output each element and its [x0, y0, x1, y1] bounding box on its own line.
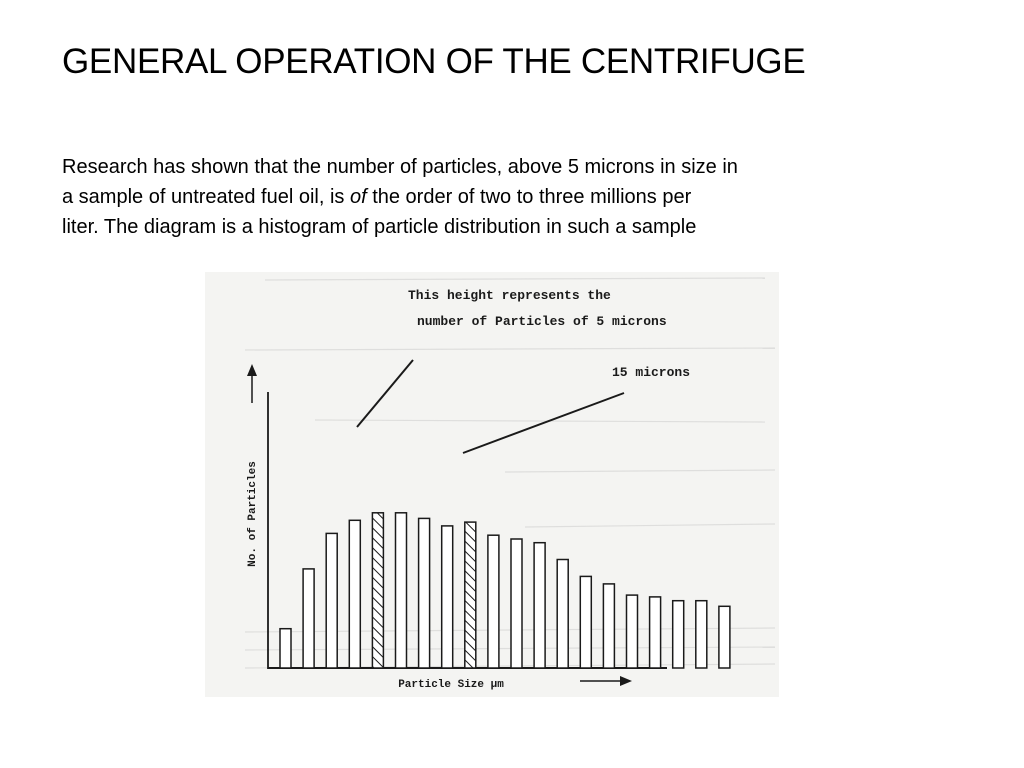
y-axis-label: No. of Particles [247, 461, 259, 567]
body-paragraph [62, 152, 962, 242]
histogram-bar-11 [511, 539, 522, 668]
paragraph-line-2-start: a sample of untreated fuel oil, is [62, 186, 350, 208]
histogram-bar-4 [349, 520, 360, 668]
annotation-15-micron: 15 microns [612, 365, 691, 380]
x-axis-label: Particle Size µm [398, 679, 504, 691]
annotation-5-micron-line2: number of Particles of 5 microns [417, 314, 667, 329]
annotation-15-micron-pointer [463, 393, 624, 453]
paragraph-line-1: Research has shown that the number of particles, above 5 microns in size in [62, 156, 738, 178]
histogram-bar-19 [696, 601, 707, 668]
histogram-bar-14 [580, 576, 591, 668]
histogram-bar-9-hatched [465, 522, 476, 668]
histogram-figure [205, 272, 779, 697]
histogram-bar-16 [627, 595, 638, 668]
histogram-bar-18 [673, 601, 684, 668]
histogram-bar-7 [419, 518, 430, 668]
x-axis-arrow-head [620, 676, 632, 686]
histogram-bar-20 [719, 606, 730, 668]
paragraph-line-2 [62, 182, 962, 212]
annotation-5-micron-line1: This height represents the [408, 288, 611, 303]
histogram-bars [280, 513, 730, 668]
paragraph-line-3: liter. The diagram is a histogram of particle distribution in such a sample [62, 216, 697, 238]
histogram-bar-17 [650, 597, 661, 668]
histogram-bar-3 [326, 533, 337, 668]
histogram-bar-5-hatched [372, 513, 383, 668]
annotation-5-micron-pointer [357, 360, 413, 427]
histogram-bar-12 [534, 543, 545, 668]
histogram-bar-10 [488, 535, 499, 668]
y-axis-arrow-head [247, 364, 257, 376]
histogram-bar-6 [396, 513, 407, 668]
paragraph-italic-of: of [349, 186, 367, 208]
histogram-chart [205, 272, 779, 697]
histogram-bar-13 [557, 560, 568, 669]
histogram-bar-2 [303, 569, 314, 668]
histogram-bar-8 [442, 526, 453, 668]
slide-title: GENERAL OPERATION OF THE CENTRIFUGE [62, 42, 806, 81]
paragraph-line-2-end: the order of two to three millions per [366, 186, 692, 208]
histogram-bar-1 [280, 629, 291, 668]
histogram-bar-15 [603, 584, 614, 668]
